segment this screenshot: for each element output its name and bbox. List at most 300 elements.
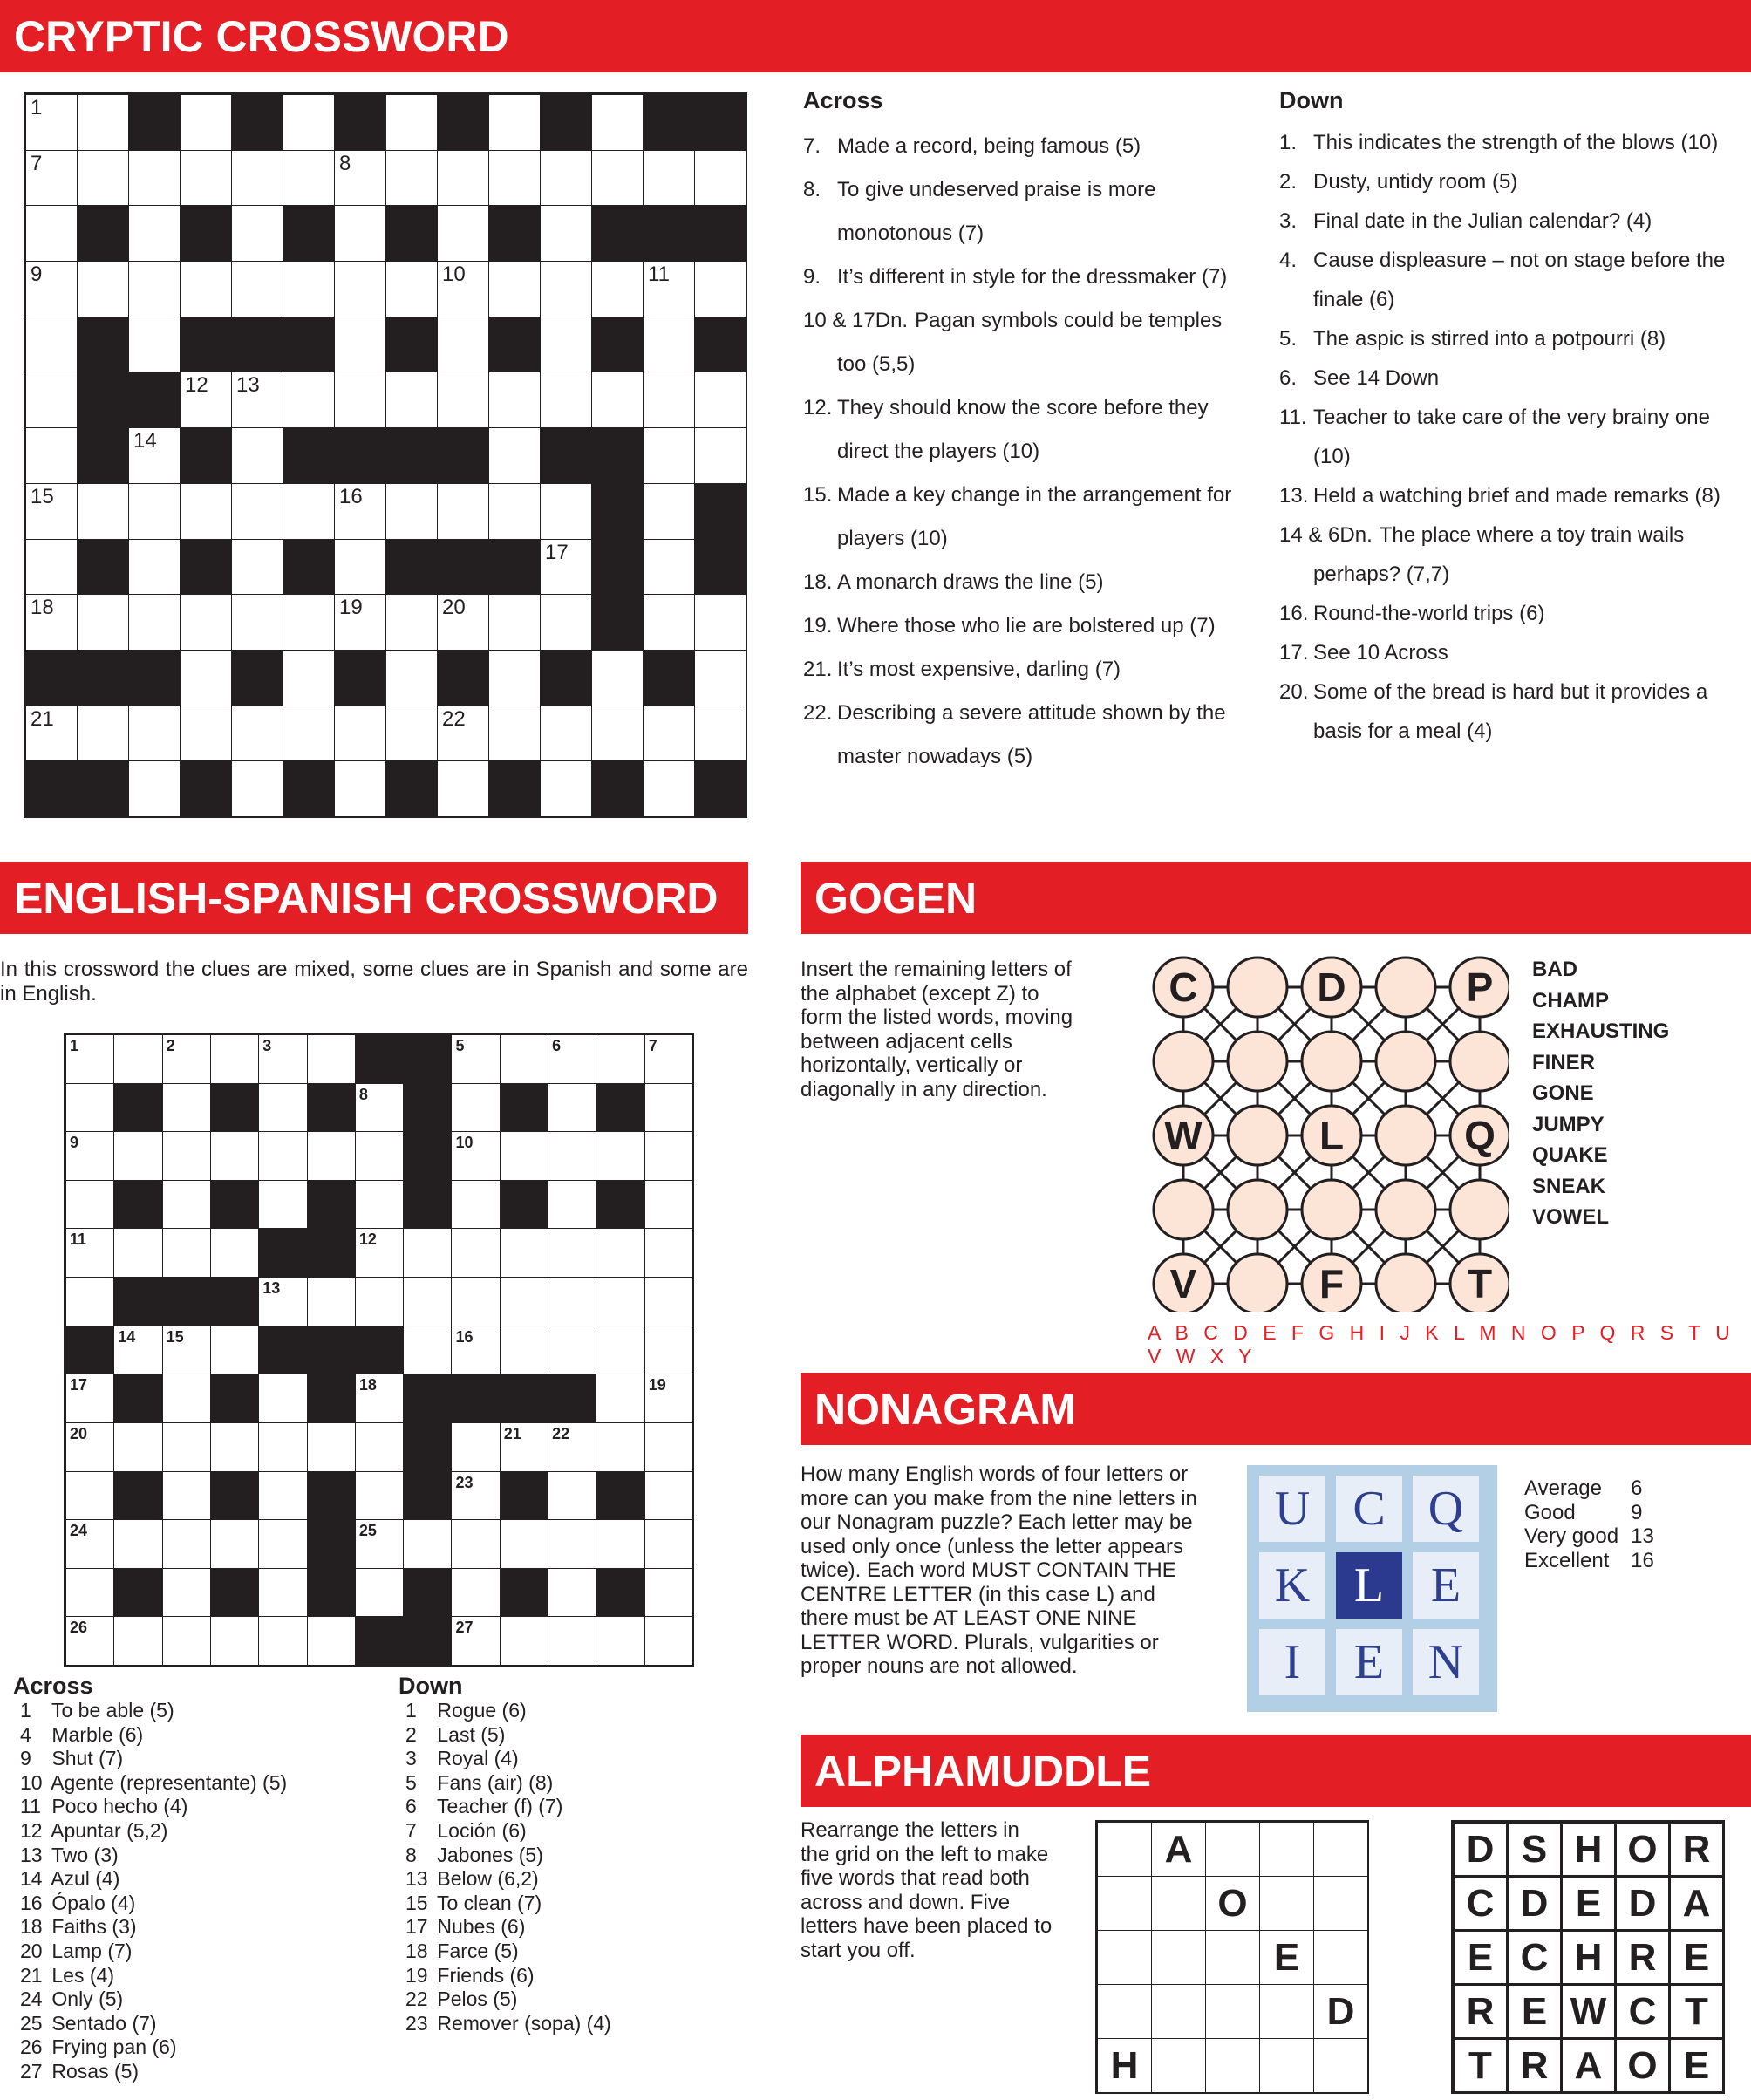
cryptic-cell[interactable] xyxy=(488,427,541,484)
cryptic-cell[interactable] xyxy=(385,372,438,428)
cryptic-cell[interactable] xyxy=(334,372,386,428)
cryptic-cell[interactable] xyxy=(180,150,232,207)
es-cell[interactable] xyxy=(548,1519,596,1569)
es-cell[interactable] xyxy=(162,1471,211,1521)
es-cell[interactable] xyxy=(451,1277,500,1326)
es-cell[interactable] xyxy=(451,1616,500,1666)
es-cell[interactable] xyxy=(596,1374,644,1423)
es-cell[interactable] xyxy=(113,1519,162,1569)
es-cell[interactable] xyxy=(355,1083,404,1133)
es-cell[interactable] xyxy=(644,1422,693,1472)
es-cell[interactable] xyxy=(258,1519,307,1569)
es-cell[interactable] xyxy=(258,1277,307,1326)
cryptic-clue-number: 19 xyxy=(339,596,363,620)
cryptic-cell[interactable] xyxy=(25,372,78,428)
cryptic-cell[interactable] xyxy=(437,594,489,651)
cryptic-cell[interactable] xyxy=(437,317,489,373)
cryptic-cell[interactable] xyxy=(437,372,489,428)
cryptic-cell[interactable] xyxy=(128,539,181,596)
alphamuddle-answer-cell[interactable] xyxy=(1097,1984,1152,2039)
alphamuddle-answer-cell[interactable] xyxy=(1313,1876,1368,1931)
es-cell[interactable] xyxy=(596,1422,644,1472)
es-cell[interactable] xyxy=(162,1326,211,1375)
es-cell[interactable] xyxy=(500,1034,548,1084)
cryptic-cell[interactable] xyxy=(643,594,695,651)
cryptic-cell[interactable] xyxy=(643,317,695,373)
gogen-cell[interactable] xyxy=(1302,1180,1361,1239)
alphamuddle-answer-cell[interactable] xyxy=(1097,1876,1152,1931)
es-cell[interactable] xyxy=(548,1277,596,1326)
alphamuddle-answer-cell[interactable] xyxy=(1313,1822,1368,1877)
cryptic-cell[interactable] xyxy=(77,150,129,207)
cryptic-cell[interactable] xyxy=(437,205,489,262)
cryptic-cell[interactable] xyxy=(540,594,592,651)
es-cell[interactable] xyxy=(644,1228,693,1278)
cryptic-cell[interactable] xyxy=(25,539,78,596)
es-cell[interactable] xyxy=(307,1422,356,1472)
es-cell[interactable] xyxy=(307,1616,356,1666)
gogen-cell[interactable] xyxy=(1154,1180,1213,1239)
es-cell[interactable] xyxy=(596,1616,644,1666)
alphamuddle-answer-cell[interactable]: D xyxy=(1313,1984,1368,2039)
es-across-clue xyxy=(13,1940,397,1964)
es-cell[interactable] xyxy=(548,1083,596,1133)
es-cell[interactable] xyxy=(644,1180,693,1230)
es-cell[interactable] xyxy=(500,1326,548,1375)
alphamuddle-answer-cell[interactable] xyxy=(1259,1984,1314,2039)
cryptic-cell[interactable] xyxy=(694,261,746,317)
es-cell[interactable] xyxy=(644,1471,693,1521)
gogen-cell[interactable] xyxy=(1228,1032,1287,1091)
cryptic-cell[interactable] xyxy=(25,205,78,262)
es-cell[interactable] xyxy=(500,1277,548,1326)
cryptic-cell[interactable] xyxy=(643,706,695,762)
es-cell[interactable] xyxy=(548,1471,596,1521)
cryptic-cell[interactable] xyxy=(334,594,386,651)
cryptic-cell[interactable] xyxy=(283,372,335,428)
cryptic-cell[interactable] xyxy=(540,483,592,540)
cryptic-cell[interactable] xyxy=(334,150,386,207)
es-cell[interactable] xyxy=(307,1131,356,1181)
cryptic-cell[interactable] xyxy=(437,261,489,317)
es-cell[interactable] xyxy=(113,1616,162,1666)
es-cell[interactable] xyxy=(451,1519,500,1569)
cryptic-cell[interactable] xyxy=(77,94,129,151)
cryptic-cell[interactable] xyxy=(128,760,181,817)
es-cell[interactable] xyxy=(162,1034,211,1084)
cryptic-cell[interactable] xyxy=(77,483,129,540)
alphamuddle-answer-cell[interactable]: O xyxy=(1205,1876,1260,1931)
es-cell[interactable] xyxy=(451,1471,500,1521)
es-cell[interactable] xyxy=(451,1422,500,1472)
cryptic-cell[interactable] xyxy=(385,150,438,207)
cryptic-cell[interactable] xyxy=(231,261,283,317)
cryptic-cell[interactable] xyxy=(128,150,181,207)
cryptic-cell[interactable] xyxy=(643,539,695,596)
es-cell[interactable] xyxy=(162,1568,211,1618)
cryptic-cell[interactable] xyxy=(25,483,78,540)
es-clue-number: 4 xyxy=(407,1037,417,1054)
cryptic-cell[interactable] xyxy=(488,94,541,151)
es-cell[interactable] xyxy=(355,1228,404,1278)
es-cell[interactable] xyxy=(113,1228,162,1278)
cryptic-cell[interactable] xyxy=(540,539,592,596)
alphamuddle-answer-cell[interactable]: E xyxy=(1259,1930,1314,1985)
alphamuddle-answer-cell[interactable] xyxy=(1259,1822,1314,1877)
es-cell[interactable] xyxy=(355,1374,404,1423)
cryptic-cell[interactable] xyxy=(283,150,335,207)
es-cell[interactable] xyxy=(65,1228,114,1278)
cryptic-cell[interactable] xyxy=(128,261,181,317)
es-cell[interactable] xyxy=(113,1326,162,1375)
es-cell[interactable] xyxy=(113,1131,162,1181)
gogen-cell[interactable] xyxy=(1376,958,1435,1017)
cryptic-cell[interactable] xyxy=(283,650,335,706)
cryptic-black-cell xyxy=(77,427,129,484)
cryptic-cell[interactable] xyxy=(180,94,232,151)
gogen-cell[interactable] xyxy=(1450,1180,1509,1239)
cryptic-cell[interactable] xyxy=(643,261,695,317)
es-cell[interactable] xyxy=(500,1422,548,1472)
cryptic-cell[interactable] xyxy=(334,205,386,262)
es-across-clue-number: 16 xyxy=(20,1891,43,1914)
alphamuddle-answer-cell[interactable] xyxy=(1205,1930,1260,1985)
es-cell[interactable] xyxy=(596,1277,644,1326)
cryptic-cell[interactable] xyxy=(694,650,746,706)
alphamuddle-answer-cell[interactable] xyxy=(1151,1930,1206,1985)
cryptic-cell[interactable] xyxy=(25,427,78,484)
cryptic-cell[interactable] xyxy=(180,650,232,706)
es-cell[interactable] xyxy=(162,1180,211,1230)
cryptic-down-clue-text: See 14 Down xyxy=(1313,366,1440,390)
es-cell[interactable] xyxy=(258,1616,307,1666)
cryptic-cell[interactable] xyxy=(591,372,644,428)
es-cell[interactable] xyxy=(355,1131,404,1181)
es-cell[interactable] xyxy=(307,1277,356,1326)
es-cell[interactable] xyxy=(65,1180,114,1230)
cryptic-cell[interactable] xyxy=(488,594,541,651)
es-cell[interactable] xyxy=(258,1568,307,1618)
cryptic-cell[interactable] xyxy=(694,706,746,762)
cryptic-down-clue xyxy=(1279,319,1733,358)
alphamuddle-answer-cell[interactable]: H xyxy=(1097,2038,1152,2093)
es-cell[interactable] xyxy=(548,1326,596,1375)
cryptic-cell[interactable] xyxy=(334,539,386,596)
cryptic-cell[interactable] xyxy=(231,706,283,762)
es-cell[interactable] xyxy=(548,1131,596,1181)
cryptic-cell[interactable] xyxy=(591,261,644,317)
cryptic-cell[interactable] xyxy=(128,594,181,651)
cryptic-cell[interactable] xyxy=(540,261,592,317)
es-cell[interactable] xyxy=(65,1083,114,1133)
cryptic-cell[interactable] xyxy=(128,317,181,373)
es-cell[interactable] xyxy=(65,1131,114,1181)
cryptic-cell[interactable] xyxy=(591,706,644,762)
cryptic-cell[interactable] xyxy=(643,760,695,817)
cryptic-cell[interactable] xyxy=(540,760,592,817)
alphamuddle-answer-cell[interactable] xyxy=(1097,1822,1152,1877)
cryptic-cell[interactable] xyxy=(385,594,438,651)
cryptic-cell[interactable] xyxy=(77,706,129,762)
cryptic-cell[interactable] xyxy=(128,205,181,262)
gogen-cell[interactable] xyxy=(1228,1106,1287,1165)
es-cell[interactable] xyxy=(403,1326,452,1375)
alphamuddle-answer-cell[interactable]: A xyxy=(1151,1822,1206,1877)
cryptic-cell[interactable] xyxy=(231,150,283,207)
es-cell[interactable] xyxy=(65,1519,114,1569)
alphamuddle-answer-cell[interactable] xyxy=(1259,1876,1314,1931)
cryptic-cell[interactable] xyxy=(25,261,78,317)
cryptic-cell[interactable] xyxy=(334,261,386,317)
es-cell[interactable] xyxy=(451,1131,500,1181)
es-black-cell xyxy=(210,1568,259,1618)
es-cell[interactable] xyxy=(162,1616,211,1666)
es-cell[interactable] xyxy=(113,1034,162,1084)
gogen-cell[interactable] xyxy=(1376,1254,1435,1312)
es-cell[interactable] xyxy=(548,1034,596,1084)
gogen-cell[interactable] xyxy=(1376,1032,1435,1091)
cryptic-cell[interactable] xyxy=(180,706,232,762)
es-cell[interactable] xyxy=(258,1374,307,1423)
cryptic-cell[interactable] xyxy=(231,594,283,651)
gogen-cell[interactable] xyxy=(1228,1254,1287,1312)
es-cell[interactable] xyxy=(65,1616,114,1666)
cryptic-cell[interactable] xyxy=(540,150,592,207)
es-cell[interactable] xyxy=(644,1519,693,1569)
es-cell[interactable] xyxy=(162,1519,211,1569)
es-cell[interactable] xyxy=(644,1616,693,1666)
gogen-cell[interactable] xyxy=(1154,1032,1213,1091)
cryptic-cell[interactable] xyxy=(385,650,438,706)
es-cell[interactable] xyxy=(548,1228,596,1278)
cryptic-cell[interactable] xyxy=(283,706,335,762)
gogen-cell[interactable] xyxy=(1376,1180,1435,1239)
es-cell[interactable] xyxy=(355,1422,404,1472)
es-cell[interactable] xyxy=(65,1374,114,1423)
cryptic-cell[interactable] xyxy=(437,760,489,817)
cryptic-cell[interactable] xyxy=(334,317,386,373)
cryptic-cell[interactable] xyxy=(231,483,283,540)
es-cell[interactable] xyxy=(451,1180,500,1230)
es-cell[interactable] xyxy=(548,1616,596,1666)
es-cell[interactable] xyxy=(644,1326,693,1375)
es-cell[interactable] xyxy=(451,1568,500,1618)
cryptic-cell[interactable] xyxy=(591,650,644,706)
alphamuddle-answer-cell[interactable] xyxy=(1205,2038,1260,2093)
cryptic-cell[interactable] xyxy=(231,760,283,817)
es-cell[interactable] xyxy=(210,1519,259,1569)
cryptic-cell[interactable] xyxy=(128,706,181,762)
es-down-clue xyxy=(399,1940,765,1964)
cryptic-cell[interactable] xyxy=(694,150,746,207)
es-cell[interactable] xyxy=(355,1277,404,1326)
cryptic-cell[interactable] xyxy=(643,483,695,540)
cryptic-cell[interactable] xyxy=(488,483,541,540)
cryptic-cell[interactable] xyxy=(540,706,592,762)
cryptic-cell[interactable] xyxy=(694,594,746,651)
cryptic-cell[interactable] xyxy=(180,261,232,317)
es-cell[interactable] xyxy=(644,1083,693,1133)
alphamuddle-answer-cell[interactable] xyxy=(1205,1984,1260,2039)
cryptic-cell[interactable] xyxy=(488,150,541,207)
es-cell[interactable] xyxy=(644,1374,693,1423)
cryptic-across-clue-text: Where those who lie are bolstered up (7) xyxy=(837,614,1216,638)
alphamuddle-answer-cell[interactable] xyxy=(1097,1930,1152,1985)
es-cell[interactable] xyxy=(65,1277,114,1326)
cryptic-cell[interactable] xyxy=(385,261,438,317)
alphamuddle-answer-cell[interactable] xyxy=(1259,2038,1314,2093)
cryptic-cell[interactable] xyxy=(488,261,541,317)
es-cell[interactable] xyxy=(451,1034,500,1084)
es-cell[interactable] xyxy=(355,1519,404,1569)
es-cell[interactable] xyxy=(258,1471,307,1521)
cryptic-cell[interactable] xyxy=(437,150,489,207)
cryptic-cell[interactable] xyxy=(283,94,335,151)
alphamuddle-answer-cell[interactable] xyxy=(1151,1984,1206,2039)
es-cell[interactable] xyxy=(548,1568,596,1618)
cryptic-cell[interactable] xyxy=(231,539,283,596)
cryptic-cell[interactable] xyxy=(437,706,489,762)
es-cell[interactable] xyxy=(210,1422,259,1472)
cryptic-cell[interactable] xyxy=(180,594,232,651)
cryptic-cell[interactable] xyxy=(231,427,283,484)
alphamuddle-answer-cell[interactable] xyxy=(1313,1930,1368,1985)
es-cell[interactable] xyxy=(162,1422,211,1472)
gogen-cell[interactable] xyxy=(1302,1032,1361,1091)
cryptic-cell[interactable] xyxy=(128,427,181,484)
cryptic-cell[interactable] xyxy=(334,760,386,817)
es-cell[interactable] xyxy=(451,1326,500,1375)
es-cell[interactable] xyxy=(258,1180,307,1230)
alphamuddle-answer-cell[interactable] xyxy=(1205,1822,1260,1877)
cryptic-cell[interactable] xyxy=(591,94,644,151)
cryptic-cell[interactable] xyxy=(488,706,541,762)
cryptic-cell[interactable] xyxy=(643,372,695,428)
cryptic-across-clue-text: A monarch draws the line (5) xyxy=(837,570,1104,594)
es-cell[interactable] xyxy=(65,1034,114,1084)
cryptic-cell[interactable] xyxy=(540,317,592,373)
cryptic-cell[interactable] xyxy=(77,594,129,651)
cryptic-cell[interactable] xyxy=(334,706,386,762)
es-cell[interactable] xyxy=(596,1034,644,1084)
es-cell[interactable] xyxy=(162,1374,211,1423)
cryptic-cell[interactable] xyxy=(25,94,78,151)
cryptic-cell[interactable] xyxy=(231,372,283,428)
es-cell[interactable] xyxy=(500,1131,548,1181)
cryptic-cell[interactable] xyxy=(25,150,78,207)
es-cell[interactable] xyxy=(210,1228,259,1278)
cryptic-cell[interactable] xyxy=(540,372,592,428)
alphamuddle-letter-cell: E xyxy=(1669,1930,1724,1985)
cryptic-across-clue-text: To give undeserved praise is more monotonous (7) xyxy=(837,178,1156,245)
alphamuddle-answer-cell[interactable] xyxy=(1313,2038,1368,2093)
gogen-cell[interactable] xyxy=(1450,1032,1509,1091)
cryptic-cell[interactable] xyxy=(180,483,232,540)
alphamuddle-answer-cell[interactable] xyxy=(1151,2038,1206,2093)
es-cell[interactable] xyxy=(210,1131,259,1181)
es-black-cell xyxy=(403,1374,452,1423)
es-cell[interactable] xyxy=(644,1568,693,1618)
cryptic-cell[interactable] xyxy=(25,317,78,373)
cryptic-cell[interactable] xyxy=(643,427,695,484)
cryptic-cell[interactable] xyxy=(25,594,78,651)
cryptic-cell[interactable] xyxy=(694,372,746,428)
es-cell[interactable] xyxy=(210,1616,259,1666)
es-cell[interactable] xyxy=(500,1616,548,1666)
es-cell[interactable] xyxy=(355,1471,404,1521)
cryptic-cell[interactable] xyxy=(488,372,541,428)
es-cell[interactable] xyxy=(596,1326,644,1375)
cryptic-cell[interactable] xyxy=(283,261,335,317)
es-cell[interactable] xyxy=(596,1519,644,1569)
es-cell[interactable] xyxy=(258,1083,307,1133)
cryptic-cell[interactable] xyxy=(128,483,181,540)
cryptic-cell[interactable] xyxy=(25,706,78,762)
gogen-cell[interactable] xyxy=(1228,958,1287,1017)
es-cell[interactable] xyxy=(210,1034,259,1084)
cryptic-cell[interactable] xyxy=(591,150,644,207)
cryptic-cell[interactable] xyxy=(694,427,746,484)
cryptic-cell[interactable] xyxy=(231,205,283,262)
cryptic-cell[interactable] xyxy=(643,150,695,207)
es-cell[interactable] xyxy=(644,1131,693,1181)
es-cell[interactable] xyxy=(451,1083,500,1133)
es-cell[interactable] xyxy=(258,1422,307,1472)
cryptic-cell[interactable] xyxy=(180,372,232,428)
es-cell[interactable] xyxy=(113,1422,162,1472)
es-cell[interactable] xyxy=(500,1519,548,1569)
es-cell[interactable] xyxy=(258,1131,307,1181)
cryptic-down-clue-text: Final date in the Julian calendar? (4) xyxy=(1313,209,1652,233)
es-cell[interactable] xyxy=(162,1131,211,1181)
cryptic-cell[interactable] xyxy=(385,94,438,151)
es-cell[interactable] xyxy=(403,1277,452,1326)
cryptic-cell[interactable] xyxy=(385,483,438,540)
es-cell[interactable] xyxy=(403,1228,452,1278)
es-cell[interactable] xyxy=(307,1034,356,1084)
es-cell[interactable] xyxy=(596,1131,644,1181)
cryptic-cell[interactable] xyxy=(437,483,489,540)
cryptic-cell[interactable] xyxy=(334,483,386,540)
gogen-cell[interactable] xyxy=(1228,1180,1287,1239)
cryptic-cell[interactable] xyxy=(540,205,592,262)
es-cell[interactable] xyxy=(65,1422,114,1472)
es-cell[interactable] xyxy=(355,1180,404,1230)
cryptic-cell[interactable] xyxy=(77,261,129,317)
cryptic-cell[interactable] xyxy=(385,706,438,762)
es-cell[interactable] xyxy=(162,1228,211,1278)
alphamuddle-answer-cell[interactable] xyxy=(1151,1876,1206,1931)
es-cell[interactable] xyxy=(451,1228,500,1278)
es-cell[interactable] xyxy=(258,1034,307,1084)
es-cell[interactable] xyxy=(210,1326,259,1375)
es-cell[interactable] xyxy=(65,1471,114,1521)
es-cell[interactable] xyxy=(65,1568,114,1618)
es-cell[interactable] xyxy=(162,1083,211,1133)
cryptic-cell[interactable] xyxy=(283,594,335,651)
es-cell[interactable] xyxy=(548,1422,596,1472)
cryptic-cell[interactable] xyxy=(283,483,335,540)
es-cell[interactable] xyxy=(500,1228,548,1278)
es-cell[interactable] xyxy=(644,1034,693,1084)
es-cell[interactable] xyxy=(596,1228,644,1278)
es-cell[interactable] xyxy=(355,1568,404,1618)
es-cell[interactable] xyxy=(548,1180,596,1230)
es-cell[interactable] xyxy=(403,1519,452,1569)
cryptic-cell[interactable] xyxy=(488,650,541,706)
gogen-cell[interactable] xyxy=(1376,1106,1435,1165)
es-cell[interactable] xyxy=(644,1277,693,1326)
